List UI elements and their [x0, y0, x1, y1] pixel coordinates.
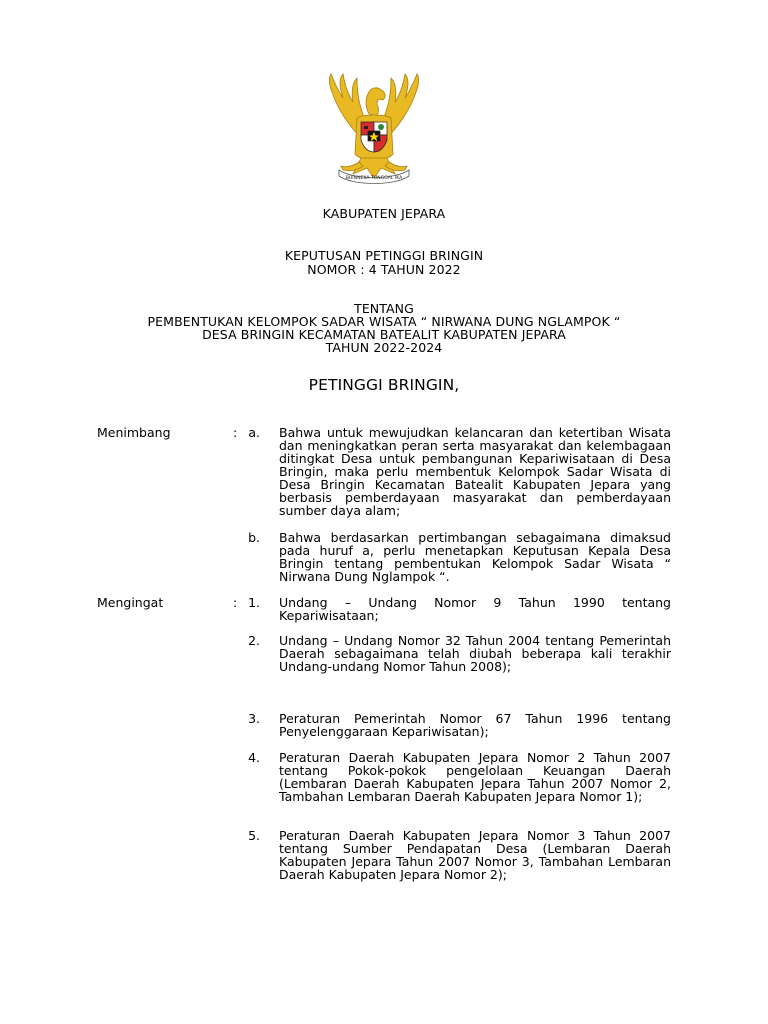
menimbang-marker-b: b.	[248, 530, 260, 545]
mengingat-item-3: Peraturan Pemerintah Nomor 67 Tahun 1996 tentang Penyelenggaraan Kepariwisatan);	[279, 711, 671, 739]
menimbang-item-b: Bahwa berdasarkan pertimbangan sebagaimana dimaksud pada huruf a, perlu menetapkan Keputusan Kepala Desa Bringin tentang pembentukan Kelompok Sadar Wisata “ Nirwana Dung Nglampok “.	[279, 530, 671, 584]
mengingat-marker-4: 4.	[248, 750, 260, 765]
menimbang-item-a: Bahwa untuk mewujudkan kelancaran dan ketertiban Wisata dan meningkatkan peran serta masyarakat dan kelembagaan ditingkat Desa untuk pembangunan Kepariwisataan di Desa Bringin, maka perlu membentuk Kelompok Sadar Wisata di Desa Bringin Kecamatan Batealit Kabupaten Jepara yang berbasis pemberdayaan masyarakat dan pemberdayaan sumber daya alam;	[279, 425, 671, 518]
menimbang-label: Menimbang	[97, 425, 171, 440]
mengingat-marker-1: 1.	[248, 595, 260, 610]
decree-title: KEPUTUSAN PETINGGI BRINGIN	[284, 248, 484, 263]
mengingat-item-2: Undang – Undang Nomor 32 Tahun 2004 tentang Pemerintah Daerah sebagaimana telah diubah beberapa kali terakhir Undang-undang Nomor Tahun 2008);	[279, 633, 671, 674]
mengingat-item-4: Peraturan Daerah Kabupaten Jepara Nomor 2 Tahun 2007 tentang Pokok-pokok pengelolaan Keuangan Daerah (Lembaran Daerah Kabupaten Jepara Tahun 2007 Nomor 2, Tambahan Lembaran Daerah Kabupaten Jepara Nomor 1);	[279, 750, 671, 804]
subject-line-2: DESA BRINGIN KECAMATAN BATEALIT KABUPATEN JEPARA	[202, 327, 566, 342]
mengingat-marker-3: 3.	[248, 711, 260, 726]
mengingat-item-1: Undang – Undang Nomor 9 Tahun 1990 tentang Kepariwisataan;	[279, 595, 671, 623]
decree-number: NOMOR : 4 TAHUN 2022	[307, 262, 461, 277]
garuda-pancasila-emblem	[313, 70, 435, 188]
mengingat-marker-5: 5.	[248, 828, 260, 843]
emblem-motto: BHINNEKA TUNGGAL IKA	[345, 176, 403, 181]
subject-line-3: TAHUN 2022-2024	[325, 340, 443, 355]
about-label: TENTANG	[354, 301, 414, 316]
mengingat-marker-2: 2.	[248, 633, 260, 648]
menimbang-colon: :	[233, 425, 238, 440]
authority-heading: PETINGGI BRINGIN,	[308, 376, 460, 394]
mengingat-item-5: Peraturan Daerah Kabupaten Jepara Nomor 3 Tahun 2007 tentang Sumber Pendapatan Desa (Lembaran Daerah Kabupaten Jepara Tahun 2007 Nomor 3, Tambahan Lembaran Daerah Kabupaten Jepara Nomor 2);	[279, 828, 671, 882]
subject-line-1: PEMBENTUKAN KELOMPOK SADAR WISATA “ NIRWANA DUNG NGLAMPOK “	[147, 314, 621, 329]
menimbang-marker-a: a.	[248, 425, 260, 440]
mengingat-colon: :	[233, 595, 238, 610]
regency-name: KABUPATEN JEPARA	[322, 206, 446, 221]
mengingat-label: Mengingat	[97, 595, 164, 610]
